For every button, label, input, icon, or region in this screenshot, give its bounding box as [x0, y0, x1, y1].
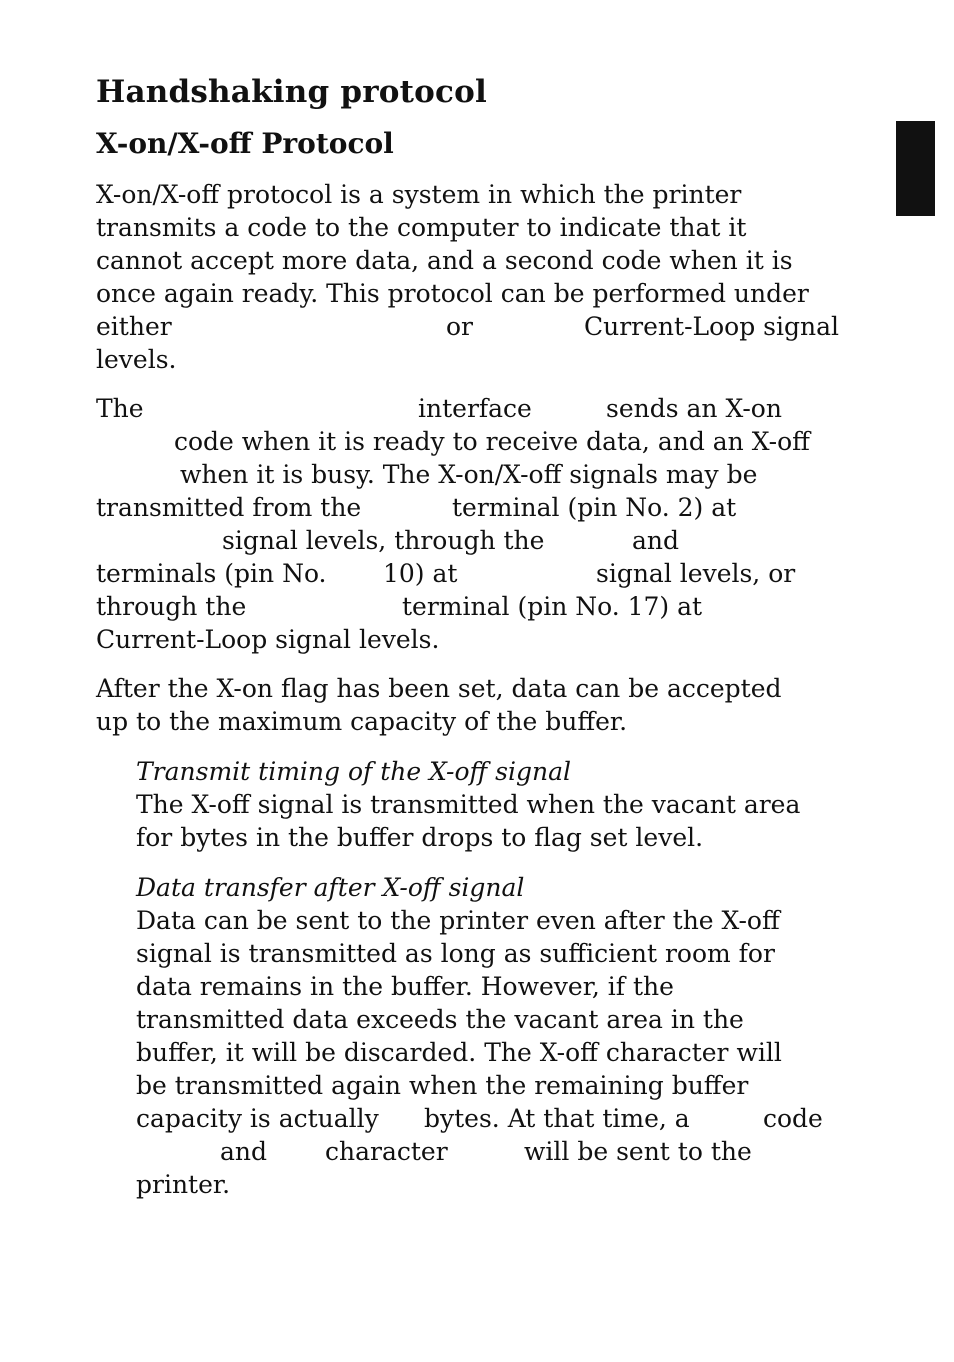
paragraph-line: up to the maximum capacity of the buffer.: [96, 707, 628, 736]
paragraph-fragment: terminal (pin No. 17) at: [402, 592, 703, 621]
paragraph-fragment: either: [96, 312, 172, 341]
paragraph-line: data remains in the buffer. However, if the: [136, 972, 674, 1001]
paragraph-line: Current-Loop signal levels.: [96, 625, 440, 654]
paragraph-line: buffer, it will be discarded. The X-off character will: [136, 1038, 782, 1067]
paragraph-fragment: will be sent to the: [524, 1137, 752, 1166]
paragraph-fragment: terminals (pin No.: [96, 559, 327, 588]
paragraph-fragment: 10) at: [383, 559, 458, 588]
paragraph-line: code when it is ready to receive data, and an X-off: [174, 427, 810, 456]
paragraph-fragment: or: [446, 312, 474, 341]
paragraph-fragment: capacity is actually: [136, 1104, 379, 1133]
paragraph-fragment: signal levels, or: [596, 559, 796, 588]
paragraph-fragment: terminal (pin No. 2) at: [452, 493, 737, 522]
paragraph-line: Data can be sent to the printer even after the X-off: [136, 906, 780, 935]
paragraph-fragment: bytes. At that time, a: [424, 1104, 690, 1133]
paragraph-line: The X-off signal is transmitted when the vacant area: [136, 790, 801, 819]
paragraph-line: printer.: [136, 1170, 231, 1199]
paragraph-fragment: signal levels, through the: [222, 526, 545, 555]
paragraph-line: levels.: [96, 345, 177, 374]
section-heading: X-on/X-off Protocol: [96, 127, 394, 160]
paragraph-fragment: sends an X-on: [606, 394, 782, 423]
paragraph-line: once again ready. This protocol can be performed under: [96, 279, 809, 308]
paragraph-line: cannot accept more data, and a second code when it is: [96, 246, 793, 275]
paragraph-fragment: code: [763, 1104, 823, 1133]
paragraph-fragment: character: [325, 1137, 448, 1166]
paragraph-line: for bytes in the buffer drops to flag set level.: [136, 823, 704, 852]
paragraph-fragment: and: [632, 526, 680, 555]
paragraph-fragment: through the: [96, 592, 247, 621]
paragraph-fragment: interface: [418, 394, 532, 423]
paragraph-line: After the X-on flag has been set, data can be accepted: [96, 674, 782, 703]
paragraph-line: transmits a code to the computer to indicate that it: [96, 213, 747, 242]
page-heading: Handshaking protocol: [96, 74, 487, 110]
subsection-title: Data transfer after X-off signal: [136, 873, 525, 902]
section-tab-marker: [896, 121, 935, 216]
paragraph-line: transmitted data exceeds the vacant area in the: [136, 1005, 744, 1034]
paragraph-line: signal is transmitted as long as sufficient room for: [136, 939, 775, 968]
paragraph-fragment: and: [220, 1137, 268, 1166]
paragraph-line: when it is busy. The X-on/X-off signals may be: [180, 460, 758, 489]
subsection-title: Transmit timing of the X-off signal: [136, 757, 571, 786]
paragraph-fragment: transmitted from the: [96, 493, 362, 522]
paragraph-line: X-on/X-off protocol is a system in which the printer: [96, 180, 742, 209]
paragraph-line: be transmitted again when the remaining buffer: [136, 1071, 749, 1100]
paragraph-fragment: Current-Loop signal: [584, 312, 840, 341]
paragraph-fragment: The: [96, 394, 144, 423]
